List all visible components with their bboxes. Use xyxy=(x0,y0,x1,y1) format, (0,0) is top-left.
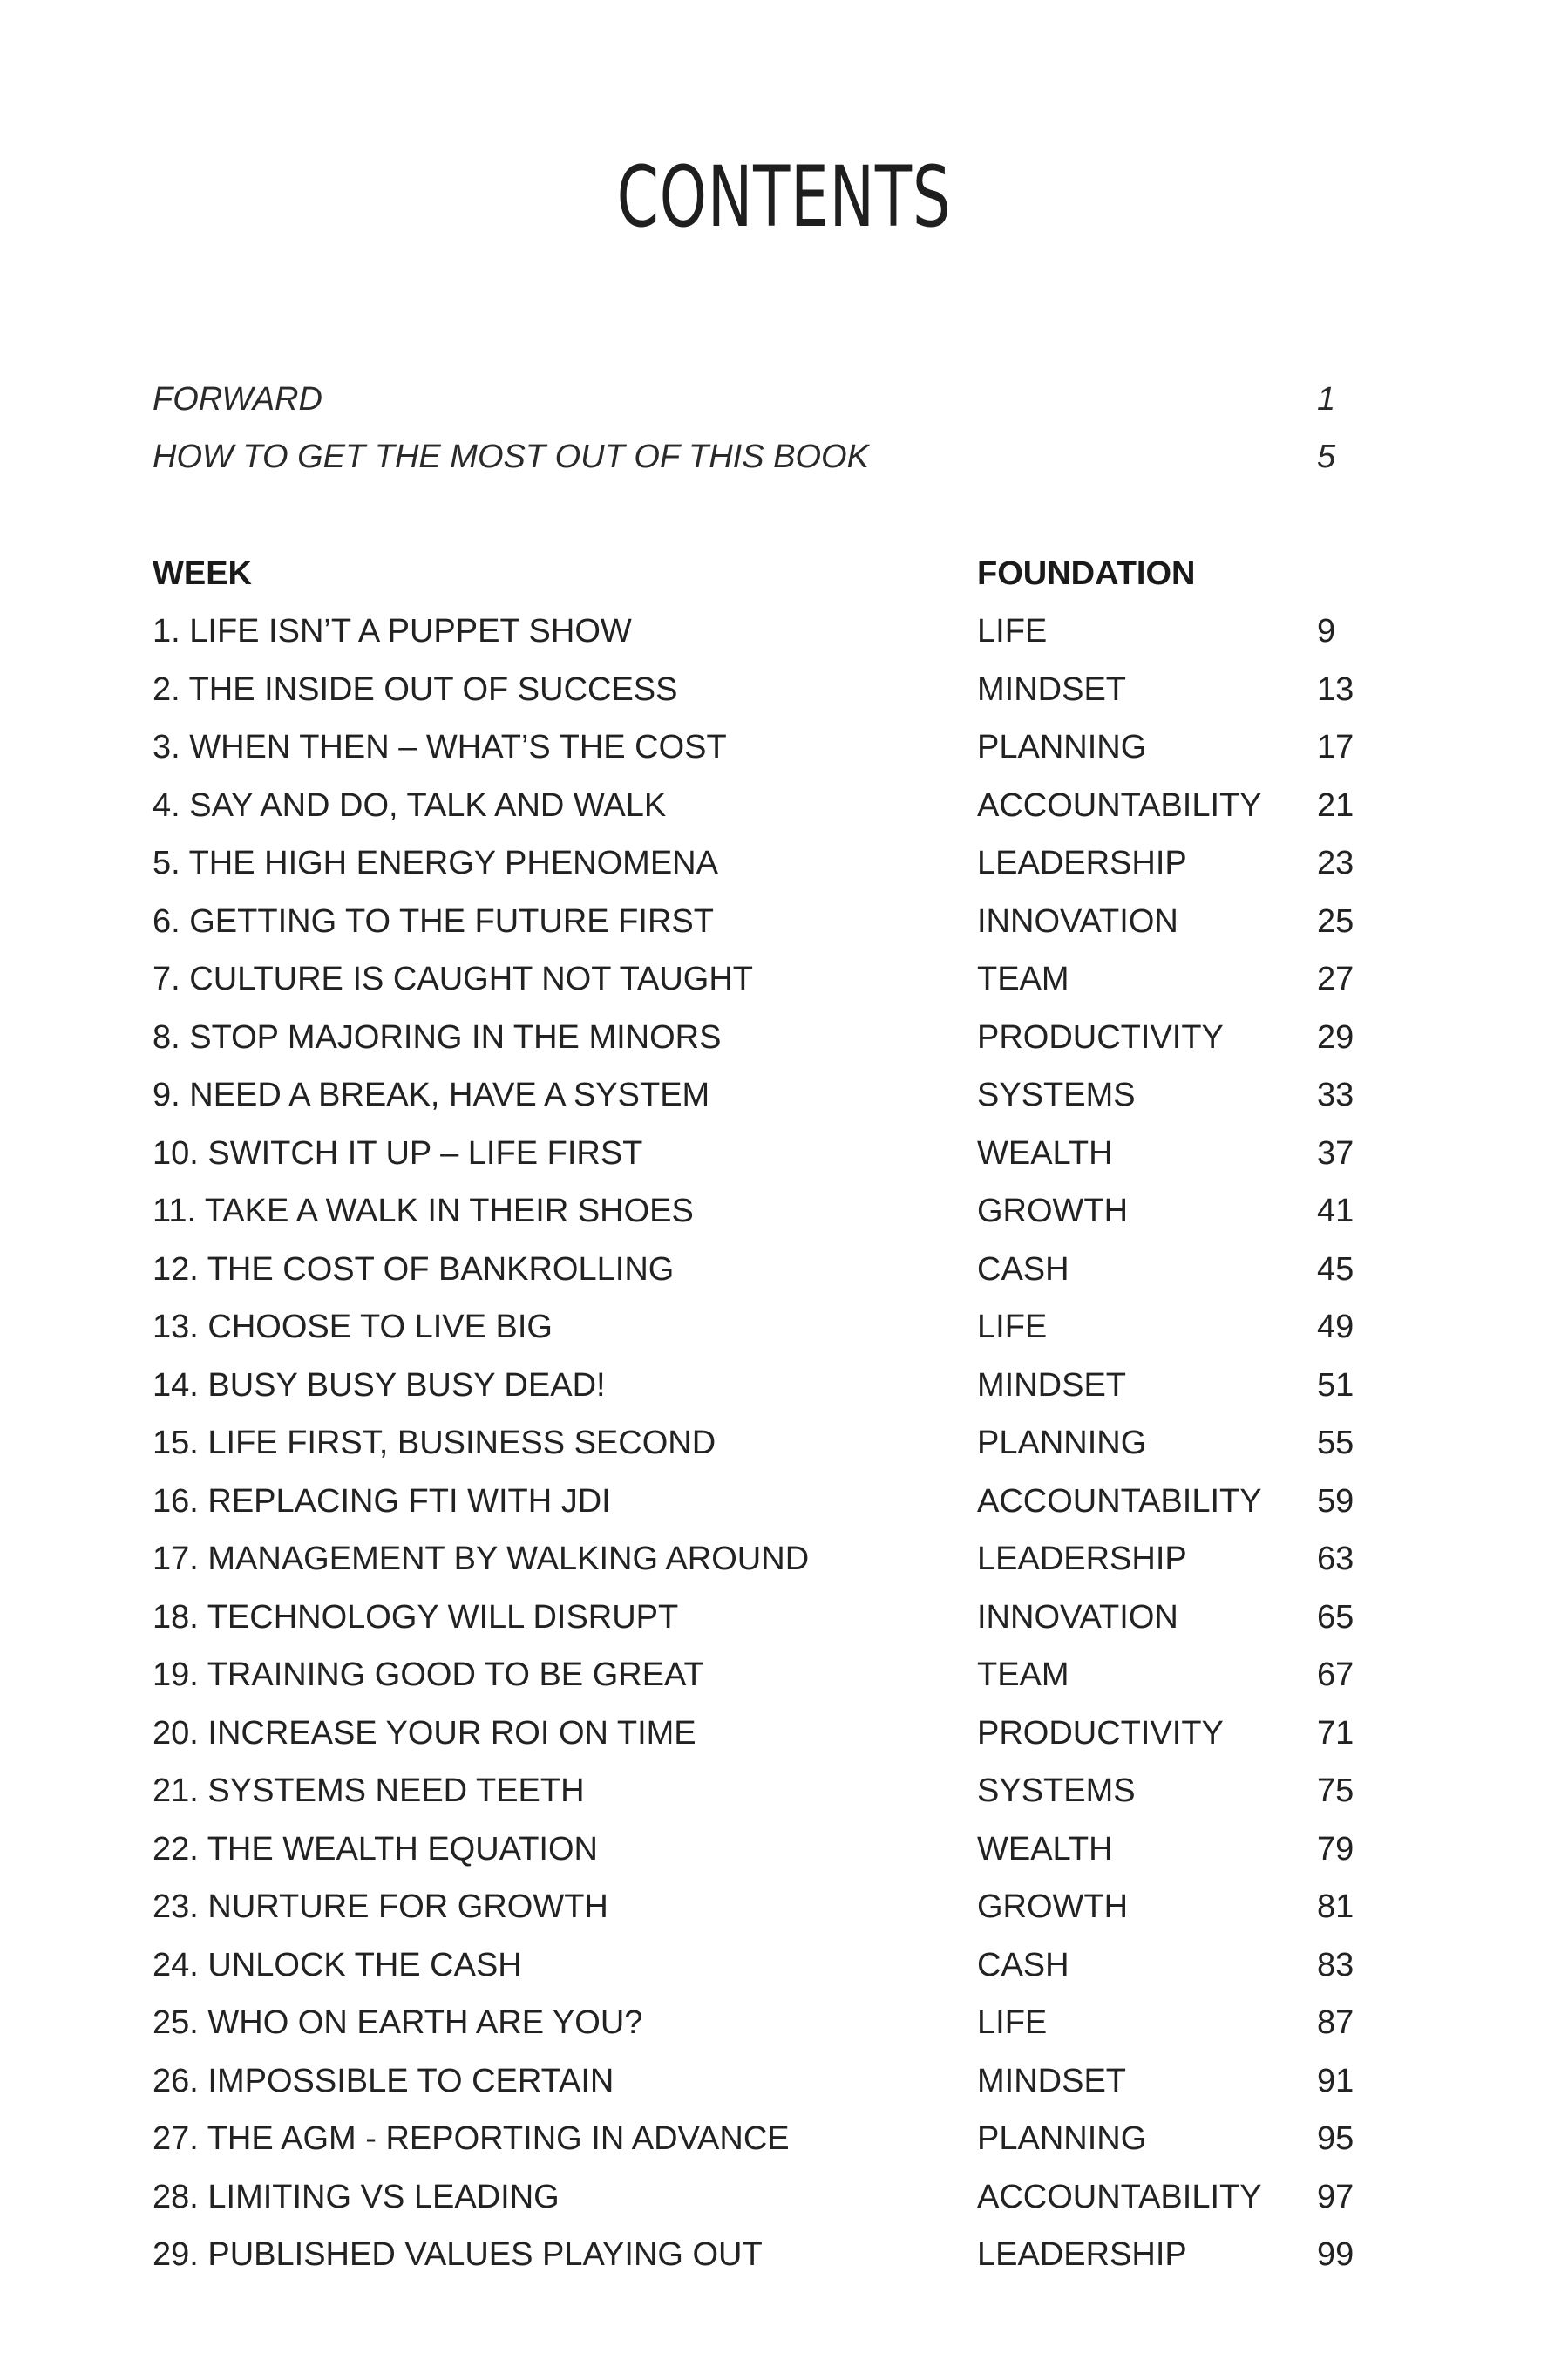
toc-entry-row xyxy=(153,2228,1460,2281)
entry-foundation: ACCOUNTABILITY xyxy=(977,2178,1262,2215)
entry-title: 11. TAKE A WALK IN THEIR SHOES xyxy=(153,1193,694,1229)
entry-title: 2. THE INSIDE OUT OF SUCCESS xyxy=(153,670,678,708)
entry-foundation: GROWTH xyxy=(977,1888,1129,1925)
entry-title: 18. TECHNOLOGY WILL DISRUPT xyxy=(153,1598,679,1636)
entry-title: 10. SWITCH IT UP – LIFE FIRST xyxy=(153,1134,643,1172)
toc-entry-row xyxy=(153,1997,1460,2049)
toc-entry-row xyxy=(153,1649,1460,1701)
toc-entry-row xyxy=(153,663,1460,716)
entry-page: 91 xyxy=(1317,2062,1354,2099)
entry-page: 71 xyxy=(1317,1714,1354,1752)
entry-foundation: MINDSET xyxy=(977,670,1126,708)
entry-foundation: LEADERSHIP xyxy=(977,2236,1187,2273)
entry-foundation: LIFE xyxy=(977,613,1048,650)
entry-title: 3. WHEN THEN – WHAT’S THE COST xyxy=(153,729,727,765)
column-header-row xyxy=(153,548,1460,600)
entry-title: 15. LIFE FIRST, BUSINESS SECOND xyxy=(153,1425,716,1461)
entry-title: 7. CULTURE IS CAUGHT NOT TAUGHT xyxy=(153,961,754,997)
entry-page: 67 xyxy=(1317,1657,1354,1693)
entry-title: 5. THE HIGH ENERGY PHENOMENA xyxy=(153,845,718,881)
entry-page: 99 xyxy=(1317,2236,1354,2273)
toc-entry-row xyxy=(153,1417,1460,1469)
entry-page: 83 xyxy=(1317,1946,1354,1983)
entry-page: 79 xyxy=(1317,1830,1354,1868)
toc-entry-row xyxy=(153,1475,1460,1527)
toc-entry-row xyxy=(153,605,1460,657)
toc-entry-row xyxy=(153,1069,1460,1121)
toc-entry-row xyxy=(153,1765,1460,1817)
entry-foundation: SYSTEMS xyxy=(977,1772,1136,1809)
entry-foundation: PLANNING xyxy=(977,729,1147,765)
toc-entry-row xyxy=(153,1823,1460,1875)
entry-page: 9 xyxy=(1317,613,1336,650)
entry-title: 13. CHOOSE TO LIVE BIG xyxy=(153,1309,553,1345)
entry-foundation: ACCOUNTABILITY xyxy=(977,786,1262,824)
toc-entry-row xyxy=(153,1591,1460,1643)
toc-entry-row xyxy=(153,1359,1460,1412)
entry-title: 26. IMPOSSIBLE TO CERTAIN xyxy=(153,2062,614,2099)
toc-entry-row xyxy=(153,1707,1460,1759)
entry-foundation: INNOVATION xyxy=(977,1598,1178,1636)
toc-entry-row xyxy=(153,1301,1460,1353)
entry-title: 29. PUBLISHED VALUES PLAYING OUT xyxy=(153,2236,763,2273)
entry-title: 27. THE AGM - REPORTING IN ADVANCE xyxy=(153,2120,790,2157)
entry-page: 17 xyxy=(1317,729,1354,765)
week-header: WEEK xyxy=(153,555,252,592)
toc-entry-row xyxy=(153,2055,1460,2107)
entry-page: 23 xyxy=(1317,845,1354,881)
entry-page: 65 xyxy=(1317,1598,1354,1636)
entry-foundation: MINDSET xyxy=(977,2062,1126,2099)
entry-page: 13 xyxy=(1317,670,1354,708)
entry-page: 33 xyxy=(1317,1077,1354,1113)
entry-foundation: WEALTH xyxy=(977,1830,1113,1868)
entry-title: 12. THE COST OF BANKROLLING xyxy=(153,1250,675,1288)
toc-entry-row xyxy=(153,779,1460,832)
toc-entry-row xyxy=(153,2171,1460,2223)
entry-foundation: PRODUCTIVITY xyxy=(977,1018,1224,1056)
entry-page: 45 xyxy=(1317,1250,1354,1288)
entry-foundation: LEADERSHIP xyxy=(977,1541,1187,1577)
page-title: CONTENTS xyxy=(616,148,952,246)
entry-foundation: TEAM xyxy=(977,1657,1069,1693)
entry-page: 81 xyxy=(1317,1888,1354,1925)
entry-foundation: GROWTH xyxy=(977,1193,1129,1229)
entry-title: 21. SYSTEMS NEED TEETH xyxy=(153,1772,585,1809)
entry-page: 21 xyxy=(1317,786,1354,824)
toc-entry-row xyxy=(153,1011,1460,1064)
foundation-header: FOUNDATION xyxy=(977,555,1196,592)
entry-title: 25. WHO ON EARTH ARE YOU? xyxy=(153,2004,643,2041)
entry-title: 4. SAY AND DO, TALK AND WALK xyxy=(153,786,667,824)
toc-entry-row xyxy=(153,1185,1460,1237)
toc-entry-row xyxy=(153,1881,1460,1933)
entry-foundation: LEADERSHIP xyxy=(977,845,1187,881)
entry-title: 1. LIFE ISN’T A PUPPET SHOW xyxy=(153,613,632,650)
entry-title: 6. GETTING TO THE FUTURE FIRST xyxy=(153,902,714,940)
entry-foundation: WEALTH xyxy=(977,1134,1113,1172)
entry-foundation: PLANNING xyxy=(977,1425,1147,1461)
toc-entry-row xyxy=(153,1533,1460,1585)
entry-title: 19. TRAINING GOOD TO BE GREAT xyxy=(153,1657,704,1693)
entry-page: 29 xyxy=(1317,1018,1354,1056)
entry-title: 9. NEED A BREAK, HAVE A SYSTEM xyxy=(153,1077,710,1113)
entry-title: 22. THE WEALTH EQUATION xyxy=(153,1830,598,1868)
front-matter-label: FORWARD xyxy=(153,381,322,418)
entry-page: 27 xyxy=(1317,961,1354,997)
entry-foundation: CASH xyxy=(977,1946,1069,1983)
toc-entry-row xyxy=(153,837,1460,889)
toc-entry-row xyxy=(153,721,1460,773)
entry-page: 37 xyxy=(1317,1134,1354,1172)
toc-entry-row xyxy=(153,2112,1460,2165)
entry-foundation: CASH xyxy=(977,1250,1069,1288)
entry-foundation: SYSTEMS xyxy=(977,1077,1136,1113)
entry-page: 87 xyxy=(1317,2004,1354,2041)
entry-foundation: PRODUCTIVITY xyxy=(977,1714,1224,1752)
toc-entry-row xyxy=(153,1243,1460,1296)
entry-foundation: ACCOUNTABILITY xyxy=(977,1482,1262,1520)
entry-page: 25 xyxy=(1317,902,1354,940)
front-matter-label: HOW TO GET THE MOST OUT OF THIS BOOK xyxy=(153,439,869,475)
entry-page: 59 xyxy=(1317,1482,1354,1520)
entry-page: 75 xyxy=(1317,1772,1354,1809)
entry-foundation: LIFE xyxy=(977,2004,1048,2041)
entry-page: 63 xyxy=(1317,1541,1354,1577)
entry-foundation: LIFE xyxy=(977,1309,1048,1345)
entry-title: 17. MANAGEMENT BY WALKING AROUND xyxy=(153,1541,810,1577)
front-matter-row xyxy=(153,431,1460,483)
entry-page: 49 xyxy=(1317,1309,1354,1345)
entry-title: 20. INCREASE YOUR ROI ON TIME xyxy=(153,1714,696,1752)
toc-entry-row xyxy=(153,1127,1460,1180)
entry-title: 24. UNLOCK THE CASH xyxy=(153,1946,522,1983)
entry-title: 23. NURTURE FOR GROWTH xyxy=(153,1888,608,1925)
entry-page: 97 xyxy=(1317,2178,1354,2215)
toc-entry-row xyxy=(153,895,1460,948)
entry-title: 28. LIMITING VS LEADING xyxy=(153,2178,560,2215)
entry-page: 51 xyxy=(1317,1366,1354,1404)
front-matter-page: 1 xyxy=(1317,381,1336,418)
front-matter-page: 5 xyxy=(1317,439,1336,475)
entry-title: 16. REPLACING FTI WITH JDI xyxy=(153,1482,611,1520)
entry-foundation: INNOVATION xyxy=(977,902,1178,940)
entry-title: 8. STOP MAJORING IN THE MINORS xyxy=(153,1018,722,1056)
toc-entry-row xyxy=(153,953,1460,1005)
toc-entry-row xyxy=(153,1939,1460,1991)
entry-page: 95 xyxy=(1317,2120,1354,2157)
front-matter-row xyxy=(153,373,1460,425)
entry-foundation: PLANNING xyxy=(977,2120,1147,2157)
entry-page: 41 xyxy=(1317,1193,1354,1229)
entry-foundation: TEAM xyxy=(977,961,1069,997)
entry-page: 55 xyxy=(1317,1425,1354,1461)
entry-title: 14. BUSY BUSY BUSY DEAD! xyxy=(153,1366,606,1404)
entry-foundation: MINDSET xyxy=(977,1366,1126,1404)
